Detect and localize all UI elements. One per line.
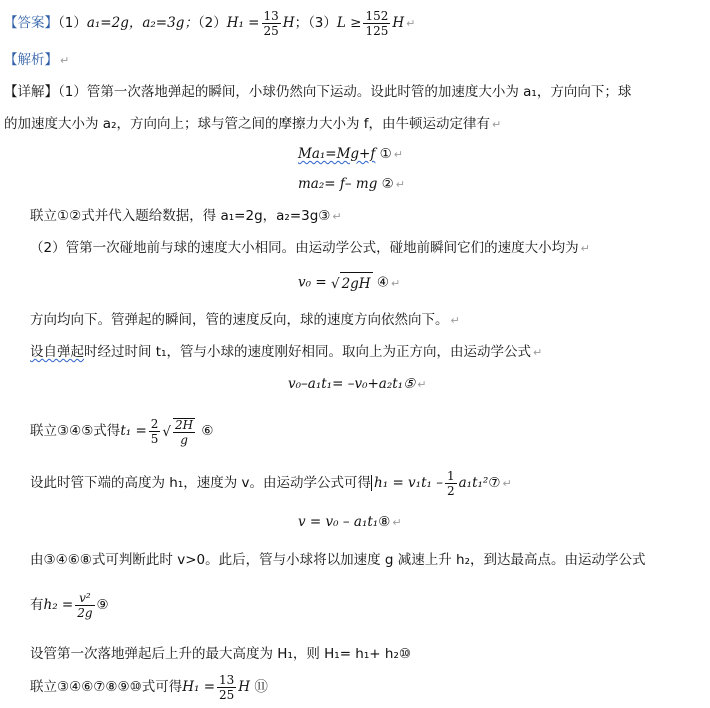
equation-5 [288, 374, 426, 395]
part2-text-5: 由③④⑥⑧式可判断此时 v>0。此后，管与小球将以加速度 g 减速上升 h₂，到达最高点。由运动学公式 [30, 552, 646, 568]
answer-part2-rhs: H [282, 15, 295, 31]
answer-part3-lhs: L ≥ [336, 15, 362, 31]
return-mark-icon: ↵ [395, 178, 405, 191]
equation-5-text: v₀–a₁t₁= –v₀+a₂t₁⑤ [288, 376, 416, 392]
detail-line-1 [4, 82, 631, 102]
t1-lhs: t₁ = [120, 423, 147, 439]
part2-text-6: 设管第一次落地弹起后上升的最大高度为 H₁，则 H₁= h₁+ h₂⑩ [30, 646, 411, 662]
equation-8-mark: ⑧ [378, 514, 391, 530]
part2-line-1 [30, 238, 590, 259]
part2-text-1: （2）管第一次碰地前与球的速度大小相同。由运动学公式，碰地前瞬间它们的速度大小均为 [30, 240, 579, 256]
part2-line-6 [30, 644, 411, 664]
equation-2-mark: ② [381, 176, 394, 192]
part2-text-3b: 时经过时间 t₁，管与小球的速度刚好相同。取向上为正方向，由运动学公式 [84, 344, 531, 360]
final-rhs: H [238, 679, 251, 695]
return-mark-icon: ↵ [406, 17, 416, 30]
combine-text-1: 联立①②式并代入题给数据，得 a₁=2g，a₂=3g③ [30, 208, 331, 224]
h2-pre: 有 [30, 597, 44, 613]
h2-fraction: $\frac{\text{v²}}{2g}$ [77, 591, 93, 620]
answer-part2-lhs: H₁ = [226, 15, 260, 31]
equation-4-lhs: v₀ = [298, 274, 327, 291]
h1-fraction: $\frac{1}{2}$ [446, 469, 455, 498]
part2-line-4 [30, 466, 512, 501]
final-mark: ⑪ [254, 679, 268, 695]
part2-text-2: 方向均向下。管弹起的瞬间，管的速度反向，球的速度方向依然向下。 [30, 312, 449, 328]
combine-text-2: 联立③④⑤式得 [30, 423, 121, 439]
combine-line-1 [30, 206, 342, 227]
return-mark-icon: ↵ [502, 477, 512, 490]
final-lhs: H₁ = [182, 679, 216, 695]
t1-fraction: $\frac{2}{5}$ [150, 417, 159, 446]
answer-tag: 【答案】 [4, 15, 58, 31]
equation-2 [298, 174, 405, 195]
answer-part2-fraction: $\frac{13}{25}$ [263, 9, 279, 38]
return-mark-icon: ↵ [332, 210, 342, 223]
h2-lhs: h₂ = [43, 597, 74, 613]
answer-part2-label: （2） [197, 15, 227, 31]
return-mark-icon: ↵ [417, 378, 427, 391]
t1-mark: ⑥ [201, 423, 214, 439]
analysis-line [4, 50, 69, 71]
equation-1-text: Ma₁=Mg+f [298, 146, 376, 162]
return-mark-icon: ↵ [393, 148, 403, 161]
sqrt-2gH: √ 2gH [331, 272, 373, 294]
return-mark-icon: ↵ [392, 516, 402, 529]
h1-rhs: a₁t₁² [458, 475, 489, 491]
answer-part1-values: a₁=2g，a₂=3g； [86, 15, 198, 31]
final-line [30, 670, 268, 704]
answer-part3-label: （3） [308, 15, 337, 31]
equation-8-text: v = v₀ – a₁t₁ [298, 514, 379, 530]
return-mark-icon: ↵ [580, 242, 590, 255]
return-mark-icon: ↵ [450, 314, 460, 327]
detail-text-2: 的加速度大小为 a₂，方向向上；球与管之间的摩擦力大小为 f，由牛顿运动定律有 [4, 116, 491, 132]
equation-8 [298, 512, 402, 533]
detail-line-2 [4, 114, 501, 135]
detail-tag: 【详解】 [4, 84, 58, 100]
return-mark-icon: ↵ [60, 54, 70, 67]
return-mark-icon: ↵ [533, 346, 543, 359]
h1-lhs: h₁ = v₁t₁ – [371, 475, 443, 491]
answer-part3-fraction: $\frac{152}{125}$ [365, 9, 389, 38]
return-mark-icon: ↵ [492, 118, 502, 131]
h2-line [30, 586, 109, 624]
part2-text-4: 设此时管下端的高度为 h₁，速度为 v。由运动学公式可得 [30, 475, 372, 491]
t1-sqrt: √ $\frac{2H}{g}$ [162, 418, 194, 447]
answer-separator: ； [294, 15, 309, 31]
h2-mark: ⑨ [96, 597, 109, 613]
combine-line-2 [30, 414, 214, 449]
part2-line-2 [30, 310, 460, 331]
equation-1-mark: ① [379, 146, 392, 162]
return-mark-icon: ↵ [390, 276, 401, 290]
part2-text-3a: 设自弹起 [30, 344, 84, 360]
equation-2-text: ma₂= f– mg [298, 176, 378, 192]
equation-4-mark: ④ [376, 274, 389, 291]
part2-line-5 [30, 550, 646, 570]
answer-line [4, 10, 415, 37]
detail-text-1: （1）管第一次落地弹起的瞬间，小球仍然向下运动。设此时管的加速度大小为 a₁，方向向下；球 [58, 84, 632, 100]
analysis-tag: 【解析】 [4, 52, 58, 68]
equation-4 [298, 272, 400, 294]
final-fraction: $\frac{13}{25}$ [219, 673, 235, 702]
answer-part1-label: （1） [58, 15, 87, 31]
part2-line-3 [30, 342, 542, 363]
h1-mark: ⑦ [488, 475, 501, 491]
final-pre: 联立③④⑥⑦⑧⑨⑩式可得 [30, 679, 183, 695]
answer-part3-rhs: H [392, 15, 405, 31]
equation-1 [298, 144, 403, 165]
